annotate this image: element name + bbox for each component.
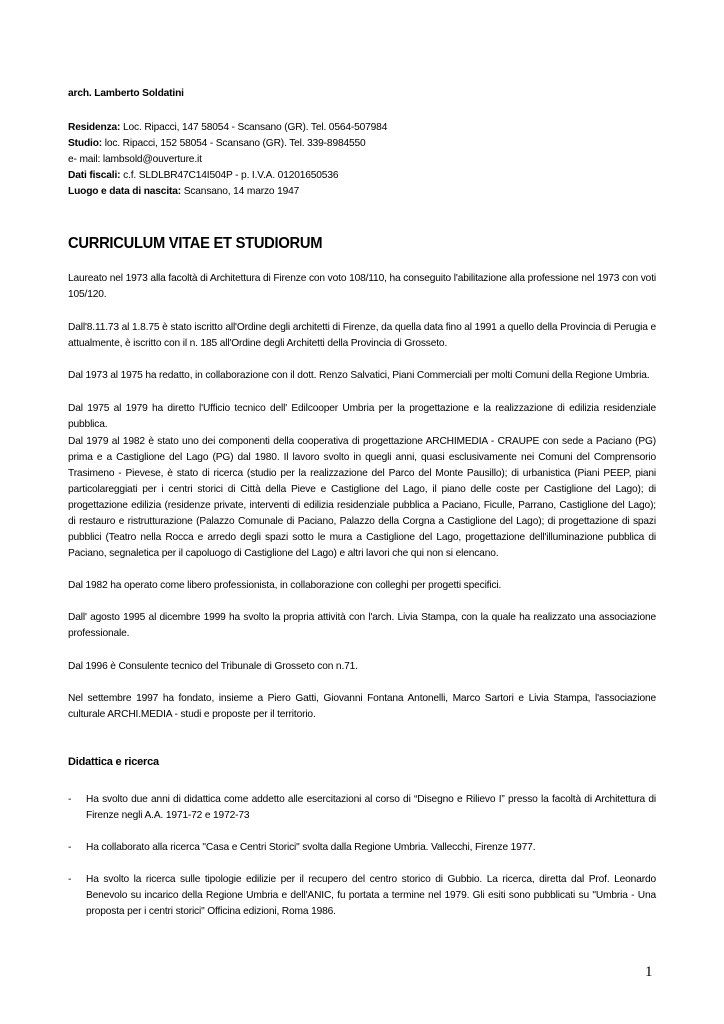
paragraph-fondazione: Nel settembre 1997 ha fondato, insieme a Piero Gatti, Giovanni Fontana Antonelli, Marco Sartori e Livia Stampa, l'associazione culturale ARCHI.MEDIA - studi e proposte per il territorio. — [68, 693, 656, 720]
fiscali-label: Dati fiscali: — [68, 170, 121, 181]
bullet-dash: - — [68, 842, 72, 853]
paragraph-associazione: Dall' agosto 1995 al dicembre 1999 ha svolto la propria attività con l'arch. Livia Stampa, con la quale ha realizzato una associazione professionale. — [68, 612, 656, 639]
list-item-text: Ha svolto la ricerca sulle tipologie edilizie per il recupero del centro storico di Gubbio. La ricerca, diretta dal Prof. Leonardo Benevolo su incarico della Regione Umbria e dell'ANIC, fu portata a termine nel 1979. Gli esiti sono pubblicati su "Umbria - Una proposta per i centri storici" Officina edizioni, Roma 1986. — [86, 874, 656, 917]
nascita-value: Scansano, 14 marzo 1947 — [181, 186, 300, 197]
bullet-dash: - — [68, 794, 72, 805]
studio-line — [68, 136, 366, 152]
bullet-dash: - — [68, 874, 72, 885]
list-item — [68, 792, 656, 824]
fiscali-value: c.f. SLDLBR47C14I504P - p. I.V.A. 01201650536 — [120, 170, 339, 181]
list-item-text: Ha svolto due anni di didattica come addetto alle esercitazioni al corso di “Disegno e Rilievo I” presso la facoltà di Architettura di Firenze negli A.A. 1971-72 e 1972-73 — [86, 794, 656, 821]
paragraph-archimedia: Dal 1979 al 1982 è stato uno dei componenti della cooperativa di progettazione ARCHIMEDIA - CRAUPE con sede a Paciano (PG) prima e a Castiglione del Lago (PG) dal 1980. Il lavoro svolto in quegli anni, quasi esclusivamente nei Comuni del Comprensorio Trasimeno - Pievese, è stato di ricerca (studio per la realizzazione del Parco del Monte Pausillo); di urbanistica (Piani PEEP, piani particolareggiati per i centri storici di Città della Pieve e Castiglione del Lago, il piano delle coste per Castiglione del Lago); di progettazione edilizia (residenze private, interventi di edilizia residenziale pubblica a Paciano, Ficulle, Parrano, Castiglione del Lago); di restauro e ristrutturazione (Palazzo Comunale di Paciano, Palazzo della Corgna a Castiglione del Lago); di progettazione di spazi pubblici (Teatro nella Rocca e arredo degli spazi sotto le mura a Castiglione del Lago, progettazione dell'illuminazione pubblica di Paciano, segnaletica per il capoluogo di Castiglione del Lago) e altri lavori che qui non si elencano. — [68, 436, 656, 559]
page-number: 1 — [645, 964, 653, 980]
paragraph-ordine: Dall'8.11.73 al 1.8.75 è stato iscritto all'Ordine degli architetti di Firenze, da quella data fino al 1991 a quello della Provincia di Perugia e attualmente, è iscritto con il n. 185 all'Ordine degli Architetti della Provincia di Grosseto. — [68, 322, 656, 349]
paragraph-edilcooper: Dal 1975 al 1979 ha diretto l'Ufficio tecnico dell' Edilcooper Umbria per la progettazione e la realizzazione di edilizia residenziale pubblica. — [68, 403, 656, 430]
nascita-line — [68, 184, 299, 200]
paragraph-consulente: Dal 1996 è Consulente tecnico del Tribunale di Grosseto con n.71. — [68, 661, 358, 672]
nascita-label: Luogo e data di nascita: — [68, 186, 182, 197]
residenza-label: Residenza: — [68, 122, 121, 133]
paragraph-laurea: Laureato nel 1973 alla facoltà di Architettura di Firenze con voto 108/110, ha conseguito l'abilitazione alla professione nel 1973 con voti 105/120. — [68, 273, 656, 300]
residenza-line — [68, 120, 387, 136]
studio-label: Studio: — [68, 138, 103, 149]
residenza-value: Loc. Ripacci, 147 58054 - Scansano (GR). Tel. 0564-507984 — [120, 122, 388, 133]
cv-title: CURRICULUM VITAE ET STUDIORUM — [68, 235, 323, 252]
paragraph-piani-commerciali: Dal 1973 al 1975 ha redatto, in collaborazione con il dott. Renzo Salvatici, Piani Commerciali per molti Comuni della Regione Umbria. — [68, 370, 650, 381]
studio-value: loc. Ripacci, 152 58054 - Scansano (GR). Tel. 339-8984550 — [102, 138, 366, 149]
email-line: e- mail: lambsold@ouverture.it — [68, 154, 202, 165]
author-name: arch. Lamberto Soldatini — [68, 88, 184, 99]
list-item-text: Ha collaborato alla ricerca "Casa e Centri Storici" svolta dalla Regione Umbria. Vallecchi, Firenze 1977. — [86, 842, 536, 853]
fiscali-line — [68, 168, 338, 184]
section-title-didattica: Didattica e ricerca — [68, 756, 159, 768]
list-item — [68, 840, 656, 856]
paragraph-libero-professionista: Dal 1982 ha operato come libero professionista, in collaborazione con colleghi per progetti specifici. — [68, 580, 502, 591]
list-item — [68, 872, 656, 920]
